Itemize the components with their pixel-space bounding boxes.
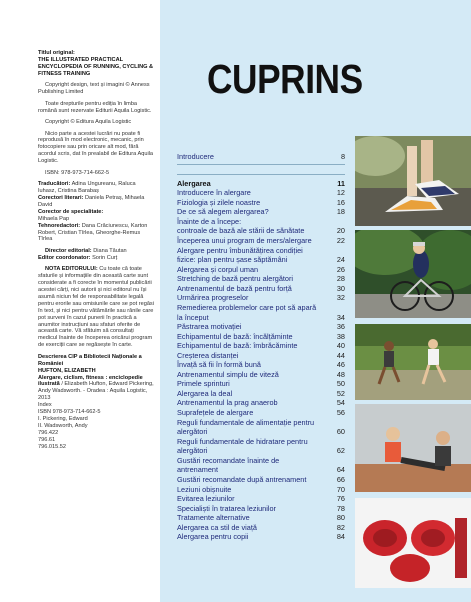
translators: Adina Ungureanu, Raluca Iuhasz, Cristina Barabaș: [38, 181, 136, 195]
cip-heading: Descrierea CIP a Bibliotecii Naționale a României: [38, 353, 142, 367]
literary-proofreaders: Daniela Petraș, Mihaela David: [38, 194, 145, 208]
toc-entry-title: Remedierea problemelor care pot să apară: [177, 303, 317, 312]
editors-block: [38, 248, 154, 262]
coordinator-label: Editor coordonator:: [38, 254, 91, 261]
toc-entry-title: Gustări recomandate după antrenament: [177, 475, 307, 484]
toc-entry-title: Antrenamentul de bază pentru forță: [177, 284, 292, 293]
photo-dumbbells: [355, 498, 471, 588]
copyright-1: Copyright design, text și imagini © Anness Publishing Limited: [38, 82, 150, 96]
toc-entry-page: 64: [336, 465, 345, 474]
toc-entry[interactable]: [177, 236, 345, 246]
cip-author: HUFTON, ELIZABETH: [38, 367, 96, 374]
toc-entry[interactable]: [177, 152, 345, 162]
toc-entry[interactable]: [177, 255, 345, 265]
note-label: NOTA EDITORULUI:: [45, 266, 98, 273]
toc-entry-title: Alergarea ca stil de viață: [177, 523, 257, 532]
cip-index: Index: [38, 402, 52, 409]
toc-entry-title: Primele sprinturi: [177, 379, 230, 388]
toc-entry[interactable]: [177, 465, 345, 475]
toc-entry-page: 28: [336, 274, 345, 283]
toc-entry-title: Echipamentul de bază: încălțăminte: [177, 332, 293, 341]
toc-entry[interactable]: [177, 274, 345, 284]
toc-entry-page: 60: [336, 427, 345, 436]
toc-entry[interactable]: [177, 513, 345, 523]
copyright-2: Copyright © Editura Aquila Logistic: [45, 119, 132, 126]
toc-entry-page: 80: [336, 513, 345, 522]
cip-names: I. Pickering, Edward II. Wadsworth, Andy: [38, 415, 88, 429]
toc-entry-page: 46: [336, 360, 345, 369]
toc-entry[interactable]: [177, 322, 345, 332]
toc-entry-title: Stretching de bază pentru alergători: [177, 274, 294, 283]
rights-2: Nicio parte a acestei lucrări nu poate fi reprodusă în mod electronic, mecanic, prin fotocopiere sau prin oricare alt mod, fără acordul scris, dat în prealabil de Editura Aquila Logistic.: [38, 130, 154, 165]
toc-entry-page: 76: [336, 494, 345, 503]
toc-entry-page: 70: [336, 485, 345, 494]
toc-entry-title: alergători: [177, 446, 208, 455]
toc-entry-page: 82: [336, 523, 345, 532]
typesetters: Dana Crăciunescu, Karton Robert, Cristian Tîrlea, Gheorghe-Remus Tîrlea: [38, 222, 148, 243]
toc-entry-title: Reguli fundamentale de hidratare pentru: [177, 437, 308, 446]
toc-entry[interactable]: [177, 188, 345, 198]
toc-entry-title: Înainte de a începe:: [177, 217, 242, 226]
cip-rest: / Elizabeth Hufton, Edward Pickering, Andy Wadsworth. - Oradea : Aquila Logistic, 2013: [38, 381, 154, 402]
toc-entry[interactable]: [177, 226, 345, 236]
tech-label: Tehnoredactori:: [38, 222, 81, 229]
toc-entry-page: 78: [336, 504, 345, 513]
coordinator: Sorin Curț: [92, 254, 118, 261]
toc-entry-title: alergători: [177, 427, 208, 436]
toc-entry-page: 50: [336, 379, 345, 388]
toc-entry-title: Alergarea: [177, 179, 211, 188]
toc-entry-page: 54: [336, 398, 345, 407]
toc-entry-page: 38: [336, 332, 345, 341]
toc-entry-title: Reguli fundamentale de alimentație pentru: [177, 418, 315, 427]
photo-running-shoes: [355, 136, 471, 226]
toc-entry[interactable]: [177, 303, 345, 313]
toc-entry-title: Gustări recomandate înainte de: [177, 456, 280, 465]
literary-label: Corectori literari:: [38, 194, 84, 201]
toc-entry-page: 36: [336, 322, 345, 331]
photo-cyclist: [355, 230, 471, 318]
toc-entry-title: De ce să alegem alergarea?: [177, 207, 269, 216]
translators-block: [38, 181, 154, 243]
original-title: THE ILLUSTRATED PRACTICAL ENCYCLOPEDIA OF RUNNING, CYCLING & FITNESS TRAINING: [38, 56, 154, 77]
page-title: CUPRINS: [207, 56, 363, 102]
note-text: Cu toate că toate sfaturile și informațiile din această carte sunt considerate a fi corecte în momentul publicării acestei cărți, nici autorii și nici editorul nu își asumă niciun fel de responsabilitate legală pentru erorile sau omisiunile care se pot regăsi în text, și nici pentru vătămările sau rănile care pot surveni în cazul punerii în practică a anumitor instrucțiuni sau sfaturi oferite de această carte. Vă sfătuim să consultați medicul înainte de începerea oricărui program de exerciții care se regăsește în carte.: [38, 266, 154, 349]
toc-entry[interactable]: [177, 532, 345, 542]
cip-isbn: ISBN 978-973-714-662-5: [38, 409, 101, 416]
toc-entry-page: 44: [336, 351, 345, 360]
toc-entry-title: Tratamente alternative: [177, 513, 250, 522]
toc-divider: [177, 164, 345, 165]
cip-block: [38, 354, 154, 451]
toc-entry[interactable]: [177, 475, 345, 485]
original-title-label: Titlul original:: [38, 50, 75, 56]
toc-entry-title: Urmărirea progreselor: [177, 293, 249, 302]
toc-entry-page: 66: [336, 475, 345, 484]
toc-entry-title: Echipamentul de bază: îmbrăcăminte: [177, 341, 298, 350]
toc-divider: [177, 174, 345, 175]
toc-entry-page: 11: [337, 179, 345, 188]
toc-entry-page: 32: [336, 293, 345, 302]
toc-entry[interactable]: [177, 293, 345, 303]
toc-entry-title: Alergare pentru îmbunătățirea condiției: [177, 246, 303, 255]
toc-entry-title: fizice: plan pentru șase săptămâni: [177, 255, 288, 264]
toc-entry-title: Antrenamentul la prag anaerob: [177, 398, 278, 407]
toc-entry-page: 16: [336, 198, 345, 207]
director-label: Director editorial:: [45, 247, 92, 254]
photo-stretching: [355, 404, 471, 492]
toc-entry-title: Alergarea la deal: [177, 389, 233, 398]
toc-entry-page: 48: [336, 370, 345, 379]
toc-entry-page: 18: [336, 207, 345, 216]
toc-entry-title: Alergarea pentru copii: [177, 532, 249, 541]
toc-entry-page: 22: [336, 236, 345, 245]
toc-entry[interactable]: [177, 494, 345, 504]
toc-entry[interactable]: [177, 360, 345, 370]
toc-entry-title: la început: [177, 313, 209, 322]
toc-entry-title: Alergarea și corpul uman: [177, 265, 259, 274]
toc-entry-title: Suprafețele de alergare: [177, 408, 254, 417]
toc-entry[interactable]: [177, 408, 345, 418]
toc-entry-title: Începerea unui program de mers/alergare: [177, 236, 312, 245]
director: Diana Tăutan: [93, 247, 127, 254]
cip-codes: 796.422 796.61 796.015.52: [38, 429, 66, 450]
isbn: ISBN: 978-973-714-662-5: [45, 169, 110, 176]
toc-entry-page: 26: [336, 265, 345, 274]
cip-title: Alergare, ciclism, fitness : enciclopedie ilustrată: [38, 374, 143, 388]
toc-entry-title: Creșterea distanței: [177, 351, 239, 360]
toc-entry-title: antrenament: [177, 465, 218, 474]
toc-entry-title: Evitarea leziunilor: [177, 494, 235, 503]
toc-entry-title: Păstrarea motivației: [177, 322, 242, 331]
toc-entry-title: Introducere în alergare: [177, 188, 251, 197]
toc-entry-title: Fiziologia și zilele noastre: [177, 198, 261, 207]
toc-entry-title: Antrenamentul simplu de viteză: [177, 370, 279, 379]
toc-entry[interactable]: [177, 398, 345, 408]
toc-entry-title: Introducere: [177, 152, 214, 161]
toc-entry-page: 24: [336, 255, 345, 264]
toc-entry-page: 34: [336, 313, 345, 322]
toc-entry-page: 8: [340, 152, 345, 161]
toc-entry-page: 20: [336, 226, 345, 235]
rights-1: Toate drepturile pentru ediția în limba română sunt rezervate Editurii Aquila Logistic.: [38, 100, 152, 114]
toc-entry-page: 40: [336, 341, 345, 350]
credits-column: [38, 50, 154, 455]
toc-entry-title: controale de bază ale stării de sănătate: [177, 226, 305, 235]
toc-entry-page: 30: [336, 284, 345, 293]
translators-label: Traducători:: [38, 181, 71, 188]
toc-entry-title: Învață să fii în formă bună: [177, 360, 261, 369]
toc-entry[interactable]: [177, 446, 345, 456]
toc-entry[interactable]: [177, 427, 345, 437]
toc-entry-title: Specialiști în tratarea leziunilor: [177, 504, 276, 513]
toc-entry-page: 84: [336, 532, 345, 541]
toc-entry-title: Leziuni obișnuite: [177, 485, 232, 494]
toc-entry[interactable]: [177, 341, 345, 351]
toc-entry-page: 12: [336, 188, 345, 197]
photo-runners: [355, 324, 471, 400]
editor-note: [38, 266, 154, 349]
toc-entry-page: 62: [336, 446, 345, 455]
toc-entry[interactable]: [177, 207, 345, 217]
toc-entry-page: 52: [336, 389, 345, 398]
toc-entry[interactable]: [177, 379, 345, 389]
original-title-block: [38, 50, 154, 78]
toc-entry-page: 56: [336, 408, 345, 417]
specialty-label: Corector de specialitate:: [38, 208, 104, 215]
specialty-proofreader: Mihaela Pap: [38, 215, 70, 222]
